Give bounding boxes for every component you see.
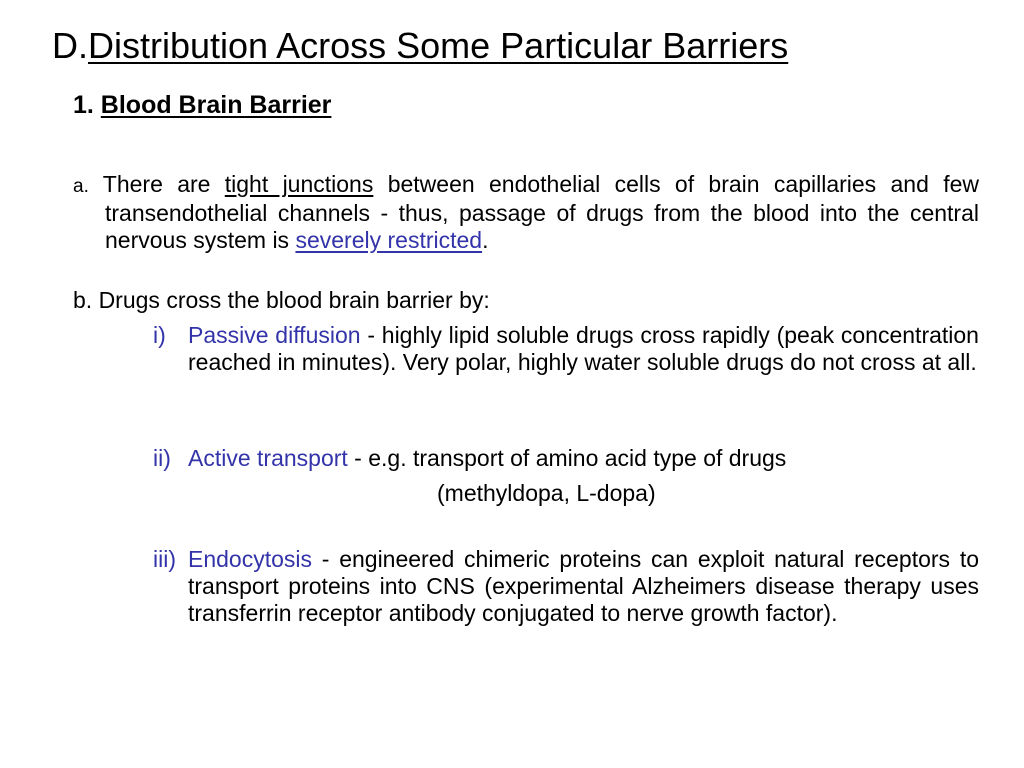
title-main: Distribution Across Some Particular Barriers [88,25,789,66]
active-transport-term: Active transport [188,445,348,471]
list-item-active-transport [153,445,979,472]
paragraph-a-label: a. [73,176,89,197]
active-transport-examples: (methyldopa, L-dopa) [437,480,656,506]
slide-title [52,24,788,68]
section-heading [73,88,331,122]
active-transport-desc: - e.g. transport of amino acid type of drugs [347,445,787,471]
endocytosis-desc: - engineered chimeric proteins can exploit natural receptors to transport proteins into CNS (experimental Alzheimers disease therapy uses transferrin receptor antibody conjugated to nerve growth factor). [188,546,979,626]
paragraph-a-body [73,171,979,254]
passive-diffusion-term: Passive diffusion [188,322,361,348]
title-prefix: D. [52,25,88,66]
tight-junctions-term: tight junctions [224,171,374,197]
list-item-body [188,445,979,472]
list-item-number: ii) [153,445,171,471]
paragraph-a-text-3: . [482,227,489,253]
paragraph-a-text-2: between endothelial cells of brain capillaries and few transendothelial channels - thus, passage of drugs from the blood into the central nervous system is [105,171,979,253]
paragraph-b: b. Drugs cross the blood brain barrier by: [73,287,490,313]
endocytosis-term: Endocytosis [188,546,313,572]
paragraph-a-text-1: There are [88,171,225,197]
paragraph-a [73,171,979,254]
list-item-body [188,322,979,376]
list-item-passive-diffusion [153,322,979,376]
list-item-body [188,546,979,627]
severely-restricted-link[interactable]: severely restricted [295,227,483,253]
section-number: 1. [73,91,101,119]
list-item-endocytosis [153,546,979,627]
list-item-number: i) [153,322,166,348]
passive-diffusion-desc: - highly lipid soluble drugs cross rapidly (peak concentration reached in minutes). Very polar, highly water soluble drugs do not cross at all. [188,322,979,375]
list-item-number: iii) [153,546,176,572]
section-title: Blood Brain Barrier [100,91,332,119]
